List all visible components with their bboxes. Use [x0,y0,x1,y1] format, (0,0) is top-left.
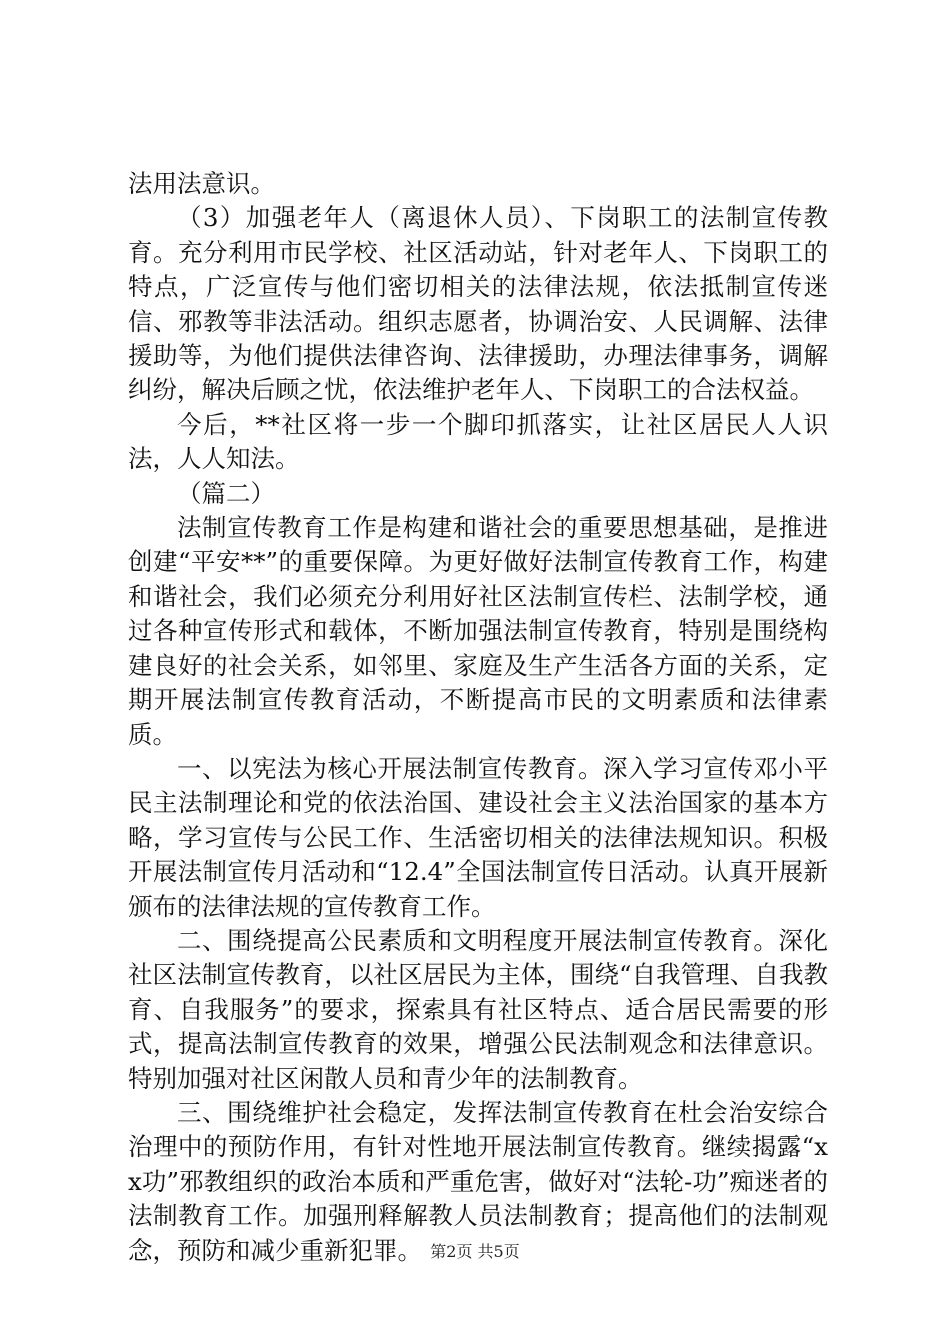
paragraph-item-one: 一、以宪法为核心开展法制宣传教育。深入学习宣传邓小平民主法制理论和党的依法治国、建设社会主义法治国家的基本方略，学习宣传与公民工作、生活密切相关的法律法规知识。积极开展法制宣传月活动和“12.4”全国法制宣传日活动。认真开展新颁布的法律法规的宣传教育工作。 [128,753,828,921]
document-body [128,167,828,1268]
page-number-footer: 第2页 共5页 [430,1242,520,1261]
paragraph-elderly-education: （3）加强老年人（离退休人员）、下岗职工的法制宣传教育。充分利用市民学校、社区活动站，针对老年人、下岗职工的特点，广泛宣传与他们密切相关的法律法规，依法抵制宣传迷信、邪教等非法活动。组织志愿者，协调治安、人民调解、法律援助等，为他们提供法律咨询、法律援助，办理法律事务，调解纠纷，解决后顾之忧，依法维护老年人、下岗职工的合法权益。 [128,203,828,405]
paragraph-conclusion: 今后，**社区将一步一个脚印抓落实，让社区居民人人识法，人人知法。 [128,409,828,474]
section-heading-part-two: （篇二） [177,478,275,508]
paragraph-continuation: 法用法意识。 [128,169,275,198]
paragraph-intro: 法制宣传教育工作是构建和谐社会的重要思想基础，是推进创建“平安**”的重要保障。为更好做好法制宣传教育工作，构建和谐社会，我们必须充分利用好社区法制宣传栏、法制学校，通过各种宣传形式和载体，不断加强法制宣传教育，特别是围绕构建良好的社会关系，如邻里、家庭及生产生活各方面的关系，定期开展法制宣传教育活动，不断提高市民的文明素质和法律素质。 [128,513,828,749]
paragraph-item-three: 三、围绕维护社会稳定，发挥法制宣传教育在杜会治安综合治理中的预防作用，有针对性地开展法制宣传教育。继续揭露“xx功”邪教组织的政治本质和严重危害，做好对“法轮-功”痴迷者的法制教育工作。加强刑释解教人员法制教育；提高他们的法制观念，预防和减少重新犯罪。 [128,1097,828,1265]
paragraph-item-two: 二、围绕提高公民素质和文明程度开展法制宣传教育。深化社区法制宣传教育，以社区居民为主体，围绕“自我管理、自我教育、自我服务”的要求，探索具有社区特点、适合居民需要的形式，提高法制宣传教育的效果，增强公民法制观念和法律意识。特别加强对社区闲散人员和青少年的法制教育。 [128,925,828,1093]
